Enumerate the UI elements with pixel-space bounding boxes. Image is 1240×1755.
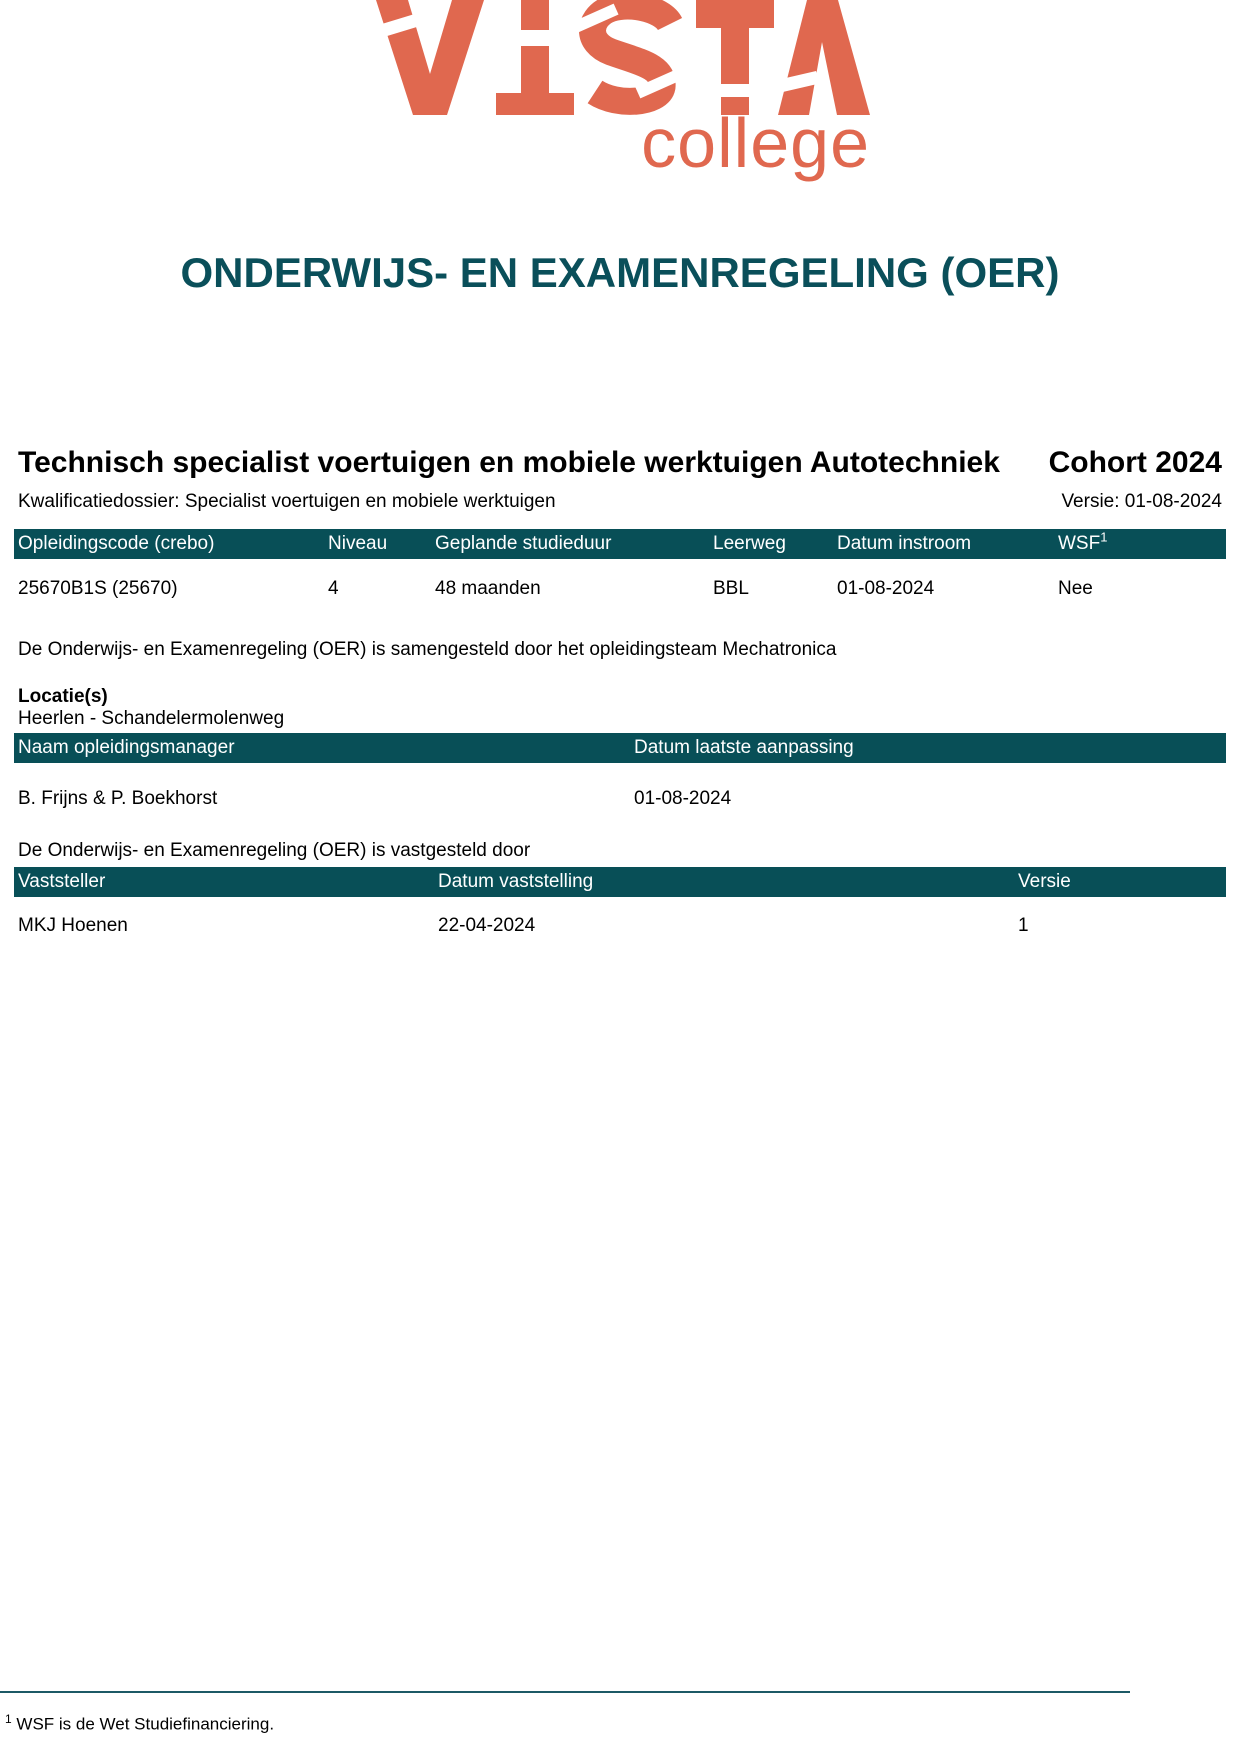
header-leerweg: Leerweg xyxy=(713,533,786,554)
cohort-label: Cohort 2024 xyxy=(1048,446,1222,479)
approval-table-header xyxy=(14,867,1226,897)
manager-table-header xyxy=(14,733,1226,763)
kwalificatiedossier-label: Kwalificatiedossier: Specialist voertuigen en mobiele werktuigen xyxy=(18,491,556,512)
footnote xyxy=(5,1712,274,1735)
cell-opleidingscode: 25670B1S (25670) xyxy=(18,578,178,599)
footnote-divider xyxy=(0,1691,1130,1693)
header-versie: Versie xyxy=(1018,871,1071,892)
cell-datum-instroom: 01-08-2024 xyxy=(837,578,935,599)
cell-studieduur: 48 maanden xyxy=(435,578,541,599)
header-datum-laatste-aanpassing: Datum laatste aanpassing xyxy=(634,737,854,758)
cell-niveau: 4 xyxy=(328,578,339,599)
program-name: Technisch specialist voertuigen en mobiele werktuigen Autotechniek xyxy=(18,446,1000,479)
wsf-label: WSF xyxy=(1058,533,1101,554)
page-title: ONDERWIJS- EN EXAMENREGELING (OER) xyxy=(180,249,1060,296)
manager-table-row xyxy=(14,788,1226,810)
approved-by-text: De Onderwijs- en Examenregeling (OER) is vastgesteld door xyxy=(18,840,531,861)
footnote-text: WSF is de Wet Studiefinanciering. xyxy=(11,1714,275,1734)
cell-leerweg: BBL xyxy=(713,578,749,599)
cell-datum-vaststelling: 22-04-2024 xyxy=(438,915,536,936)
versie-label: Versie: 01-08-2024 xyxy=(1061,491,1222,512)
wsf-footnote-marker: 1 xyxy=(1100,529,1108,545)
cell-vaststeller: MKJ Hoenen xyxy=(18,915,128,936)
composed-by-text: De Onderwijs- en Examenregeling (OER) is samengesteld door het opleidingsteam Mechatronica xyxy=(18,639,837,660)
header-datum-instroom: Datum instroom xyxy=(837,533,972,554)
program-heading-row xyxy=(18,446,1222,480)
header-wsf xyxy=(1054,529,1226,559)
program-table-row xyxy=(14,578,1226,600)
program-table-header xyxy=(14,529,1226,559)
header-opleidingscode: Opleidingscode (crebo) xyxy=(18,533,215,554)
header-naam-opleidingsmanager: Naam opleidingsmanager xyxy=(18,737,235,758)
vista-logo-icon xyxy=(374,0,870,115)
approval-table-row xyxy=(14,915,1226,937)
dossier-row xyxy=(18,491,1222,513)
locations-label: Locatie(s) xyxy=(18,686,108,707)
logo-college-label: college xyxy=(641,104,870,182)
header-niveau: Niveau xyxy=(328,533,388,554)
header-vaststeller: Vaststeller xyxy=(18,871,106,892)
cell-datum-laatste-aanpassing: 01-08-2024 xyxy=(634,788,732,809)
locations-value: Heerlen - Schandelermolenweg xyxy=(18,708,285,729)
cell-wsf: Nee xyxy=(1058,578,1093,599)
footnote-marker: 1 xyxy=(5,1712,12,1726)
header-studieduur: Geplande studieduur xyxy=(435,533,612,554)
cell-versie: 1 xyxy=(1018,915,1029,936)
header-datum-vaststelling: Datum vaststelling xyxy=(438,871,594,892)
cell-opleidingsmanager: B. Frijns & P. Boekhorst xyxy=(18,788,218,809)
